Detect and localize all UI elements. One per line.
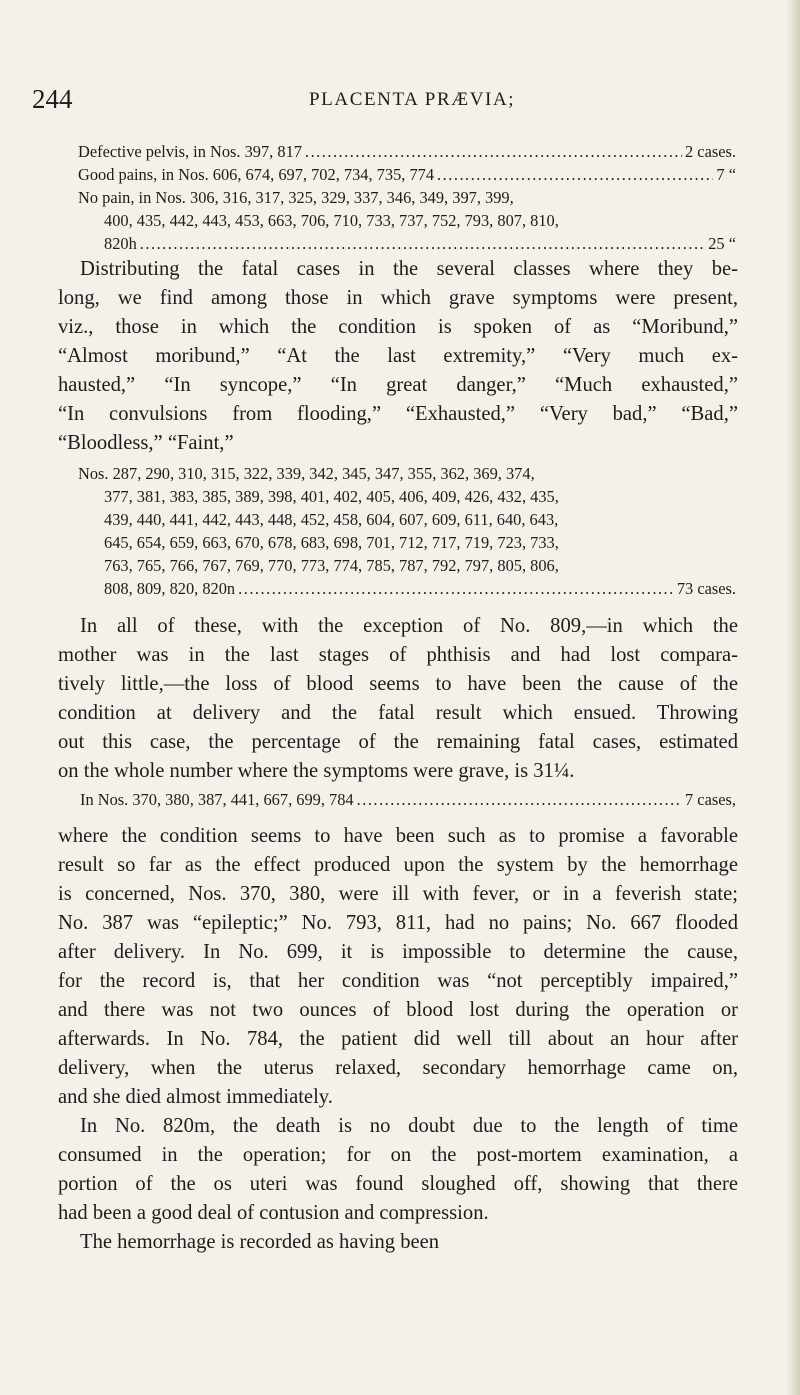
summary-label: Defective pelvis, in Nos. 397, 817 — [78, 142, 302, 161]
text-line: and she died almost immediately. — [58, 1086, 333, 1108]
text-line: The hemorrhage is recorded as having been — [80, 1231, 440, 1253]
leader-dots — [238, 577, 674, 600]
text-line: “Bloodless,” “Faint,” — [58, 432, 234, 454]
case-numbers-line: 645, 654, 659, 663, 670, 678, 683, 698, 701, 712, 717, 719, 723, 733, — [104, 533, 559, 552]
leader-dots — [357, 788, 682, 811]
text-line: where the condition seems to have been such as to promise a favorable — [58, 825, 738, 847]
text-line: had been a good deal of contusion and compression. — [58, 1202, 489, 1224]
text-line: “In convulsions from flooding,” “Exhausted,” “Very bad,” “Bad,” — [58, 403, 738, 425]
text-line: consumed in the operation; for on the post-mortem examination, a — [58, 1144, 738, 1166]
summary-count: 2 cases. — [685, 142, 736, 161]
text-line: long, we find among those in which grave symptoms were present, — [58, 287, 738, 309]
summary-label: 820h — [104, 234, 137, 253]
running-head: PLACENTA PRÆVIA; — [309, 89, 516, 110]
text-line: In No. 820m, the death is no doubt due to the length of time — [80, 1115, 738, 1137]
text-line: tively little,—the loss of blood seems to have been the cause of the — [58, 673, 738, 695]
case-numbers-line: In Nos. 370, 380, 387, 441, 667, 699, 784 — [80, 790, 354, 809]
text-line: is concerned, Nos. 370, 380, were ill with fever, or in a feverish state; — [58, 883, 738, 905]
leader-dots — [437, 163, 713, 186]
text-line: afterwards. In No. 784, the patient did well till about an hour after — [58, 1028, 738, 1050]
summary-label: No pain, in Nos. 306, 316, 317, 325, 329, 337, 346, 349, 397, 399, — [78, 188, 514, 207]
summary-count: 7 cases, — [685, 790, 736, 809]
text-line: Distributing the fatal cases in the several classes where they be- — [80, 258, 738, 280]
text-line: after delivery. In No. 699, it is impossible to determine the cause, — [58, 941, 738, 963]
summary-row — [78, 140, 736, 163]
paragraph — [58, 612, 738, 786]
summary-row — [78, 163, 736, 186]
summary-count: 7 “ — [716, 165, 736, 184]
text-line: out this case, the percentage of the remaining fatal cases, estimated — [58, 731, 738, 753]
case-numbers-line: Nos. 287, 290, 310, 315, 322, 339, 342, 345, 347, 355, 362, 369, 374, — [78, 464, 535, 483]
leader-dots — [305, 140, 682, 163]
text-line: result so far as the effect produced upon the system by the hemorrhage — [58, 854, 738, 876]
text-line: condition at delivery and the fatal result which ensued. Throwing — [58, 702, 738, 724]
summary-count: 73 cases. — [676, 579, 736, 598]
text-line: viz., those in which the condition is spoken of as “Moribund,” — [58, 316, 738, 338]
case-numbers-line: 377, 381, 383, 385, 389, 398, 401, 402, 405, 406, 409, 426, 432, 435, — [104, 487, 559, 506]
paragraph — [58, 822, 738, 1112]
case-list-other — [80, 788, 736, 811]
summary-label: 400, 435, 442, 443, 453, 663, 706, 710, 733, 737, 752, 793, 807, 810, — [104, 211, 559, 230]
text-line: mother was in the last stages of phthisis and had lost compara- — [58, 644, 738, 666]
case-numbers-line: 763, 765, 766, 767, 769, 770, 773, 774, 785, 787, 792, 797, 805, 806, — [104, 556, 559, 575]
case-summary — [78, 140, 736, 255]
page-header — [0, 84, 800, 114]
text-line: hausted,” “In syncope,” “In great danger,” “Much exhausted,” — [58, 374, 738, 396]
paragraph — [58, 255, 738, 458]
text-line: portion of the os uteri was found sloughed off, showing that there — [58, 1173, 738, 1195]
page-number: 244 — [32, 84, 73, 114]
case-list-grave — [78, 462, 736, 600]
summary-label: Good pains, in Nos. 606, 674, 697, 702, 734, 735, 774 — [78, 165, 435, 184]
text-line: delivery, when the uterus relaxed, secondary hemorrhage came on, — [58, 1057, 738, 1079]
text-line: “Almost moribund,” “At the last extremity,” “Very much ex- — [58, 345, 738, 367]
text-line: No. 387 was “epileptic;” No. 793, 811, had no pains; No. 667 flooded — [58, 912, 738, 934]
leader-dots — [140, 232, 705, 255]
summary-row — [78, 577, 736, 600]
paragraph — [58, 1112, 738, 1257]
text-line: on the whole number where the symptoms were grave, is 31¼. — [58, 760, 575, 782]
summary-row — [78, 232, 736, 255]
case-numbers-line: 439, 440, 441, 442, 443, 448, 452, 458, 604, 607, 609, 611, 640, 643, — [104, 510, 559, 529]
case-numbers-line: 808, 809, 820, 820n — [104, 579, 236, 598]
page-edge-shadow — [786, 0, 800, 1395]
text-line: and there was not two ounces of blood lost during the operation or — [58, 999, 738, 1021]
summary-count: 25 “ — [708, 234, 736, 253]
text-line: In all of these, with the exception of No. 809,—in which the — [80, 615, 738, 637]
text-line: for the record is, that her condition was “not perceptibly impaired,” — [58, 970, 738, 992]
summary-row — [80, 788, 736, 811]
